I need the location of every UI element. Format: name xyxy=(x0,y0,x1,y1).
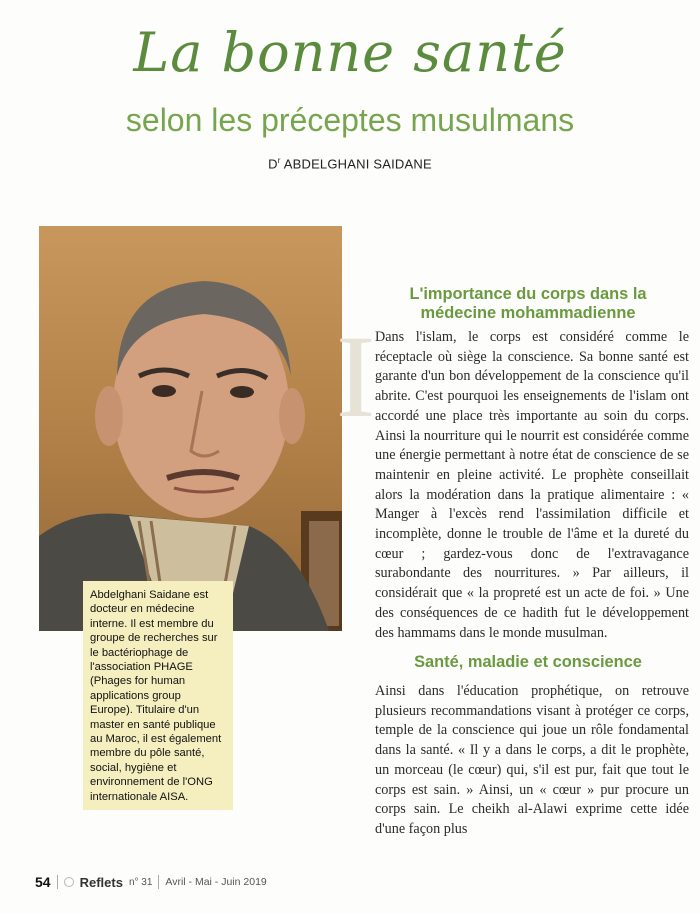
right-ear xyxy=(279,388,305,444)
page-number: 54 xyxy=(35,874,51,890)
magazine-name: Reflets xyxy=(79,874,123,890)
author-prefix: D xyxy=(268,156,278,172)
portrait-illustration xyxy=(39,226,342,631)
section-body-importance: Dans l'islam, le corps est considéré comme le réceptacle où siège la conscience. Sa bonne santé est garante d'un bon développement de la conscience qu'il abrite. C'est pourquoi les enseignements de l'islam ont accordé une place très importante au soin du corps. Ainsi la nourriture qui le nourrit est considérée comme une énergie permettant à notre état de conscience de se maintenir en pleine activité. Le prophète conseillait alors la modération dans la pratique alimentaire : « Manger à l'excès rend l'assimilation difficile et incomplète, donne le trouble de l'âme et la dureté du cœur ; gardez-vous donc de l'extravagance surabondante des nourritures. » Par ailleurs, il considérait que « la propreté est un acte de foi. » Une des conséquences de ce hadith fut le développement des hammams dans le monde musulman. xyxy=(375,329,689,641)
section-body-health-consciousness: Ainsi dans l'éducation prophétique, on retrouve plusieurs recommandations visant à protéger ce corps, temple de la conscience qui joue un rôle fondamental dans la santé. « Il y a dans le corps, a dit le prophète, un morceau (le cœur) qui, s'il est pur, fait que tout le corps est sain. » Ainsi, un « cœur » pur procure un corps sain. Le cheikh al-Alawi exprime cette idée d'une façon plus xyxy=(375,683,689,837)
page-footer xyxy=(35,874,267,890)
magazine-logo-icon xyxy=(64,877,74,887)
footer-divider-2 xyxy=(158,875,159,889)
author-name: ABDELGHANI SAIDANE xyxy=(280,156,432,172)
footer-divider xyxy=(57,875,58,889)
photo-caption: Abdelghani Saidane est docteur en médecine interne. Il est membre du groupe de recherches sur le bactériophage de l'association PHAGE (Phages for human applications group Europe). Titulaire d'un master en santé publique au Maroc, il est également membre du pôle santé, social, hygiène et environnement de l'ONG internationale AISA. xyxy=(83,581,233,810)
issue-date: Avril - Mai - Juin 2019 xyxy=(165,876,267,888)
author-prefix-sup: r xyxy=(277,156,281,165)
issue-number: n° 31 xyxy=(128,876,153,888)
article-subtitle: selon les préceptes musulmans xyxy=(125,102,575,138)
section-heading-body-importance: L'importance du corps dans la médecine mohammadienne xyxy=(409,285,647,322)
article-title: La bonne santé xyxy=(133,21,567,84)
left-ear xyxy=(95,386,123,446)
author-byline xyxy=(0,156,700,171)
drop-cap: I xyxy=(336,311,376,442)
right-eye xyxy=(230,386,254,398)
section-heading-health-consciousness: Santé, maladie et conscience xyxy=(414,653,642,671)
left-eye xyxy=(152,385,176,397)
author-photo xyxy=(39,226,342,631)
